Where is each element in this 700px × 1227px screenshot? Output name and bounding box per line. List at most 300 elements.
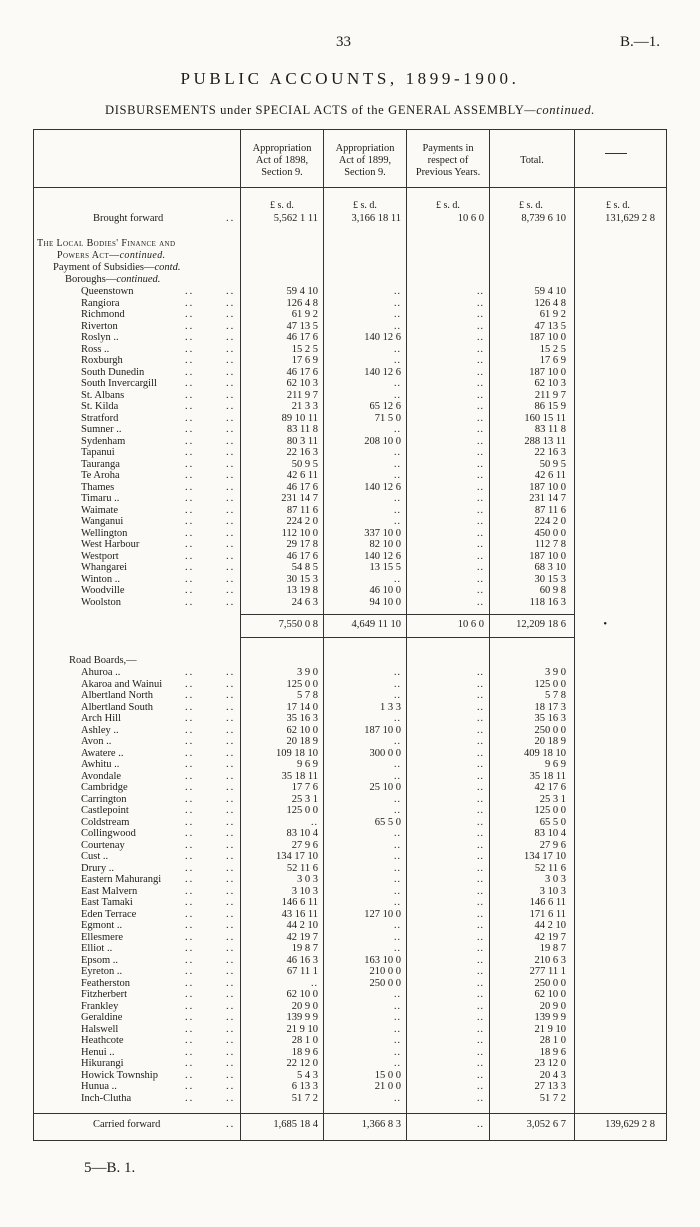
leader-dots: .. — [185, 1081, 195, 1092]
leader-dots: .. — [226, 539, 236, 550]
amount-1899: 21 0 0 — [374, 1081, 401, 1092]
amount-1899: .. — [394, 805, 401, 816]
leader-dots: .. — [226, 481, 236, 493]
table-row — [33, 702, 667, 714]
amount-cumulative: 131,629 2 8 — [605, 213, 655, 224]
amount-previous: .. — [477, 297, 484, 309]
amount-1899: 15 0 0 — [374, 1069, 401, 1081]
amount-1898: 109 18 10 — [276, 747, 318, 759]
table-row — [33, 1001, 667, 1013]
amount-1899: .. — [394, 1058, 401, 1069]
amount-1898: 67 11 1 — [286, 966, 318, 977]
table-row — [33, 943, 667, 955]
amount-1898: 35 16 3 — [286, 713, 318, 724]
amount-previous: .. — [477, 977, 484, 989]
page-subtitle — [0, 103, 700, 118]
leader-dots: .. — [226, 412, 236, 424]
leader-dots: .. — [226, 286, 236, 297]
row-label: Wanganui — [81, 516, 124, 527]
table-row — [33, 886, 667, 898]
amount-total: 35 16 3 — [534, 713, 566, 724]
table-row — [33, 585, 667, 597]
amount-1899: .. — [394, 678, 401, 690]
amount-1899: .. — [394, 286, 401, 297]
leader-dots: .. — [185, 920, 195, 931]
table-row — [33, 367, 667, 379]
amount-1899: 82 10 0 — [369, 539, 401, 550]
amount-1898: 83 11 8 — [286, 424, 318, 435]
row-label: South Invercargill — [81, 378, 157, 389]
amount-1898: 21 3 3 — [291, 401, 318, 412]
leader-dots: .. — [226, 701, 236, 713]
leader-dots: .. — [185, 458, 195, 470]
amount-total: 171 6 11 — [529, 908, 566, 920]
leader-dots: .. — [226, 736, 236, 747]
amount-1898: 224 2 0 — [286, 516, 318, 527]
unit-label: £ s. d. — [353, 200, 377, 211]
leader-dots: .. — [226, 816, 236, 828]
amount-total: 139 9 9 — [534, 1012, 566, 1023]
leader-dots: .. — [185, 678, 195, 690]
amount-1898: 9 6 9 — [297, 759, 318, 770]
amount-total: 20 4 3 — [539, 1069, 566, 1081]
leader-dots: .. — [226, 805, 236, 816]
row-label: Queenstown — [81, 286, 134, 297]
table-row — [33, 690, 667, 702]
leader-dots: .. — [185, 667, 195, 678]
leader-dots: .. — [226, 839, 236, 851]
row-label: Carried forward — [93, 1119, 161, 1130]
leader-dots: .. — [185, 977, 195, 989]
amount-previous: .. — [477, 332, 484, 343]
table-row — [33, 1070, 667, 1082]
amount-previous: .. — [477, 412, 484, 424]
amount-previous: 10 6 0 — [457, 213, 484, 224]
amount-total: 86 15 9 — [534, 401, 566, 412]
table-row — [33, 989, 667, 1001]
amount-total: 231 14 7 — [529, 493, 566, 504]
leader-dots: .. — [226, 504, 236, 516]
amount-1899: 71 5 0 — [374, 412, 401, 424]
leader-dots: .. — [226, 931, 236, 943]
row-label: Awatere .. — [81, 747, 124, 759]
leader-dots: .. — [226, 885, 236, 897]
leader-dots: .. — [226, 690, 236, 701]
amount-1898: 20 18 9 — [286, 736, 318, 747]
leader-dots: .. — [226, 1092, 236, 1104]
table-row — [33, 505, 667, 517]
boroughs-heading — [33, 274, 667, 286]
leader-dots: .. — [226, 378, 236, 389]
leader-dots: .. — [185, 1046, 195, 1058]
column-header-1898: Appropriation Act of 1898, Section 9. — [252, 143, 312, 178]
table-row — [33, 516, 667, 528]
row-label: Timaru .. — [81, 493, 120, 504]
amount-previous: .. — [477, 678, 484, 690]
amount-1899: 127 10 0 — [364, 908, 401, 920]
amount-1898: 46 16 3 — [286, 954, 318, 966]
amount-previous: .. — [477, 550, 484, 562]
table-row — [33, 978, 667, 990]
table-row — [33, 966, 667, 978]
row-label: Avondale — [81, 770, 122, 782]
leader-dots: .. — [226, 989, 236, 1000]
amount-1899: .. — [394, 516, 401, 527]
table-row — [33, 805, 667, 817]
leader-dots: .. — [185, 481, 195, 493]
leader-dots: .. — [185, 793, 195, 805]
amount-1899: 208 10 0 — [364, 435, 401, 447]
amount-previous: .. — [477, 874, 484, 885]
table-row — [33, 309, 667, 321]
leader-dots: .. — [226, 1069, 236, 1081]
table-row — [33, 286, 667, 298]
amount-total: 409 18 10 — [524, 747, 566, 759]
amount-total: 62 10 3 — [534, 378, 566, 389]
amount-total: 25 3 1 — [539, 793, 566, 805]
amount-previous: .. — [477, 539, 484, 550]
amount-previous: .. — [477, 424, 484, 435]
page-number: 33 — [336, 34, 351, 50]
table-row — [33, 470, 667, 482]
leader-dots: .. — [185, 389, 195, 401]
amount-total: 160 15 11 — [524, 412, 566, 424]
leader-dots: .. — [185, 366, 195, 378]
amount-previous: .. — [477, 596, 484, 608]
table-row — [33, 539, 667, 551]
leader-dots: .. — [185, 378, 195, 389]
row-label: Roxburgh — [81, 355, 123, 366]
amount-total: 44 2 10 — [534, 920, 566, 931]
leader-dots: .. — [185, 713, 195, 724]
amount-1898: 61 9 2 — [291, 309, 318, 320]
row-label: Rangiora — [81, 297, 120, 309]
leader-dots: .. — [185, 1023, 195, 1035]
row-label: St. Albans — [81, 389, 125, 401]
amount-total: 288 13 11 — [524, 435, 566, 447]
row-label: Arch Hill — [81, 713, 121, 724]
row-label: Albertland South — [81, 701, 154, 713]
leader-dots: .. — [185, 885, 195, 897]
row-label: Brought forward — [93, 213, 164, 224]
table-row — [33, 459, 667, 471]
table-row — [33, 851, 667, 863]
amount-total: 125 0 0 — [534, 805, 566, 816]
leader-dots: .. — [226, 309, 236, 320]
amount-total: 146 6 11 — [529, 897, 566, 908]
row-label: Castlepoint — [81, 805, 129, 816]
subtitle-continued: —continued. — [524, 103, 595, 117]
row-label: Inch-Clutha — [81, 1092, 132, 1104]
row-label: Hikurangi — [81, 1058, 124, 1069]
amount-1898: 52 11 6 — [286, 862, 318, 874]
amount-1898: 5 4 3 — [297, 1069, 318, 1081]
leader-dots: .. — [185, 309, 195, 320]
leader-dots: .. — [226, 770, 236, 782]
row-label: Elliot .. — [81, 943, 113, 954]
amount-total: 27 9 6 — [539, 839, 566, 851]
row-label: Roslyn .. — [81, 332, 119, 343]
amount-1899: .. — [394, 920, 401, 931]
amount-1899: .. — [394, 885, 401, 897]
leader-dots: .. — [226, 793, 236, 805]
table-row — [33, 840, 667, 852]
table-row — [33, 424, 667, 436]
leader-dots: .. — [226, 458, 236, 470]
leader-dots: .. — [226, 667, 236, 678]
amount-1898: 42 19 7 — [286, 931, 318, 943]
amount-previous: .. — [477, 782, 484, 793]
amount-1899: .. — [394, 470, 401, 481]
amount-previous: .. — [477, 1119, 484, 1130]
amount-1898: 146 6 11 — [281, 897, 318, 908]
leader-dots: .. — [185, 562, 195, 573]
leader-dots: .. — [226, 943, 236, 954]
table-row — [33, 828, 667, 840]
amount-1899: .. — [394, 759, 401, 770]
amount-previous: .. — [477, 897, 484, 908]
amount-previous: .. — [477, 989, 484, 1000]
amount-previous: .. — [477, 908, 484, 920]
leader-dots: .. — [185, 355, 195, 366]
table-row — [33, 863, 667, 875]
amount-1898: 46 17 6 — [286, 481, 318, 493]
leader-dots: .. — [185, 701, 195, 713]
row-label: Te Aroha — [81, 470, 120, 481]
table-row — [33, 771, 667, 783]
amount-total: 3 10 3 — [539, 885, 566, 897]
leader-dots: .. — [226, 747, 236, 759]
unit-label: £ s. d. — [606, 200, 630, 211]
table-row — [33, 713, 667, 725]
unit-label: £ s. d. — [270, 200, 294, 211]
boroughs-label: Boroughs—continued. — [65, 274, 161, 285]
leader-dots: .. — [226, 1000, 236, 1012]
amount-cumulative: 139,629 2 8 — [605, 1119, 655, 1130]
leader-dots: .. — [185, 504, 195, 516]
amount-1898: 112 10 0 — [281, 527, 318, 539]
amount-1899: 1 3 3 — [380, 701, 401, 713]
amount-1898: 46 17 6 — [286, 332, 318, 343]
column-header-1899: Appropriation Act of 1899, Section 9. — [335, 143, 395, 178]
amount-1899: 4,649 11 10 — [351, 619, 401, 630]
amount-previous: .. — [477, 366, 484, 378]
leader-dots: .. — [185, 943, 195, 954]
amount-total: 187 10 0 — [529, 332, 566, 343]
table-row — [33, 401, 667, 413]
row-label: Akaroa and Wainui — [81, 678, 163, 690]
amount-1898: 50 9 5 — [291, 458, 318, 470]
amount-1899: .. — [394, 793, 401, 805]
leader-dots: .. — [185, 539, 195, 550]
leader-dots: .. — [226, 724, 236, 736]
amount-previous: .. — [477, 447, 484, 458]
amount-total: 250 0 0 — [534, 724, 566, 736]
leader-dots: .. — [185, 989, 195, 1000]
amount-total: 23 12 0 — [534, 1058, 566, 1069]
table-row — [33, 321, 667, 333]
amount-1898: 30 15 3 — [286, 573, 318, 585]
row-label: Eyreton .. — [81, 966, 123, 977]
amount-total: 250 0 0 — [534, 977, 566, 989]
amount-total: 42 6 11 — [534, 470, 566, 481]
amount-total: 87 11 6 — [534, 504, 566, 516]
amount-previous: .. — [477, 862, 484, 874]
row-label: Tapanui — [81, 447, 115, 458]
row-label: Collingwood — [81, 828, 136, 839]
amount-1898: 89 10 11 — [281, 412, 318, 424]
table-row — [33, 736, 667, 748]
amount-previous: .. — [477, 493, 484, 504]
leader-dots: .. — [185, 297, 195, 309]
leader-dots: .. — [226, 573, 236, 585]
leader-dots: .. — [226, 493, 236, 504]
section-heading-2 — [33, 250, 667, 262]
table-row — [33, 332, 667, 344]
amount-1898: 21 9 10 — [286, 1023, 318, 1035]
table-row — [33, 932, 667, 944]
amount-total: 15 2 5 — [539, 343, 566, 355]
amount-previous: .. — [477, 931, 484, 943]
amount-previous: .. — [477, 793, 484, 805]
row-label: Epsom .. — [81, 954, 119, 966]
road-boards-label: Road Boards,— — [69, 655, 137, 666]
leader-dots: .. — [226, 713, 236, 724]
leader-dots: .. — [226, 389, 236, 401]
row-label: East Malvern — [81, 885, 138, 897]
table-row — [33, 909, 667, 921]
leader-dots: .. — [226, 424, 236, 435]
amount-1898: 5 7 8 — [297, 690, 318, 701]
row-label: Ellesmere — [81, 931, 123, 943]
leader-dots: .. — [185, 585, 195, 596]
table-row — [33, 1024, 667, 1036]
amount-1899: .. — [394, 770, 401, 782]
amount-1899: .. — [394, 1000, 401, 1012]
amount-previous: .. — [477, 1092, 484, 1104]
amount-previous: .. — [477, 504, 484, 516]
row-label: Albertland North — [81, 690, 154, 701]
amount-total: 187 10 0 — [529, 481, 566, 493]
amount-total: 83 10 4 — [534, 828, 566, 839]
amount-total: 112 7 8 — [534, 539, 566, 550]
amount-1898: 62 10 3 — [286, 378, 318, 389]
table-row — [33, 725, 667, 737]
amount-1899: .. — [394, 297, 401, 309]
amount-1899: .. — [394, 851, 401, 862]
leader-dots: .. — [185, 747, 195, 759]
amount-1899: 140 12 6 — [364, 332, 401, 343]
amount-1899: 25 10 0 — [369, 782, 401, 793]
subsection-heading — [33, 262, 667, 274]
amount-previous: .. — [477, 573, 484, 585]
amount-1898: 28 1 0 — [291, 1035, 318, 1046]
amount-1898: 1,685 18 4 — [273, 1119, 318, 1130]
amount-1898: 126 4 8 — [286, 297, 318, 309]
row-label: Woodville — [81, 585, 125, 596]
leader-dots: .. — [185, 805, 195, 816]
section-heading — [33, 238, 667, 250]
leader-dots: .. — [185, 1035, 195, 1046]
amount-1899: .. — [394, 573, 401, 585]
amount-total: 47 13 5 — [534, 320, 566, 332]
amount-total: 20 18 9 — [534, 736, 566, 747]
leader-dots: .. — [185, 1012, 195, 1023]
table-row — [33, 794, 667, 806]
amount-previous: .. — [477, 701, 484, 713]
amount-1899: .. — [394, 839, 401, 851]
table-row — [33, 1035, 667, 1047]
leader-dots: .. — [185, 759, 195, 770]
leader-dots: .. — [185, 828, 195, 839]
amount-1899: .. — [394, 389, 401, 401]
amount-1899: 46 10 0 — [369, 585, 401, 596]
row-label: Whangarei — [81, 562, 128, 573]
leader-dots: .. — [185, 908, 195, 920]
leader-dots: .. — [226, 1058, 236, 1069]
amount-total: 8,739 6 10 — [521, 213, 566, 224]
table-row — [33, 874, 667, 886]
table-row — [33, 551, 667, 563]
amount-previous: .. — [477, 736, 484, 747]
amount-previous: .. — [477, 816, 484, 828]
carried-forward-rule — [33, 1113, 667, 1114]
leader-dots: .. — [185, 862, 195, 874]
amount-previous: .. — [477, 389, 484, 401]
row-label: Cambridge — [81, 782, 128, 793]
amount-previous: .. — [477, 851, 484, 862]
amount-previous: .. — [477, 1069, 484, 1081]
amount-previous: .. — [477, 954, 484, 966]
amount-previous: .. — [477, 747, 484, 759]
leader-dots: .. — [226, 213, 236, 224]
table-row — [33, 920, 667, 932]
table-row — [33, 493, 667, 505]
amount-previous: .. — [477, 885, 484, 897]
row-label: Ahuroa .. — [81, 667, 121, 678]
amount-1899: .. — [394, 874, 401, 885]
road-boards-heading — [33, 655, 667, 667]
amount-1898: 22 12 0 — [286, 1058, 318, 1069]
leader-dots: .. — [185, 435, 195, 447]
amount-1898: .. — [311, 977, 318, 989]
amount-total: 187 10 0 — [529, 550, 566, 562]
amount-1899: .. — [394, 378, 401, 389]
amount-1898: 15 2 5 — [291, 343, 318, 355]
amount-previous: .. — [477, 920, 484, 931]
column-header-blank-dash — [605, 153, 627, 154]
row-label: Sumner .. — [81, 424, 122, 435]
amount-1898: 51 7 2 — [291, 1092, 318, 1104]
row-label: Wellington — [81, 527, 128, 539]
row-label: Heathcote — [81, 1035, 124, 1046]
row-label: Featherston — [81, 977, 130, 989]
amount-1899: 94 10 0 — [369, 596, 401, 608]
table-row — [33, 782, 667, 794]
table-row — [33, 1012, 667, 1024]
amount-total: 28 1 0 — [539, 1035, 566, 1046]
amount-previous: .. — [477, 481, 484, 493]
amount-1899: .. — [394, 1046, 401, 1058]
amount-previous: .. — [477, 667, 484, 678]
amount-1898: 17 6 9 — [291, 355, 318, 366]
amount-previous: .. — [477, 527, 484, 539]
amount-1898: 139 9 9 — [286, 1012, 318, 1023]
amount-1898: 27 9 6 — [291, 839, 318, 851]
table-row — [33, 748, 667, 760]
leader-dots: .. — [226, 435, 236, 447]
amount-previous: .. — [477, 401, 484, 412]
